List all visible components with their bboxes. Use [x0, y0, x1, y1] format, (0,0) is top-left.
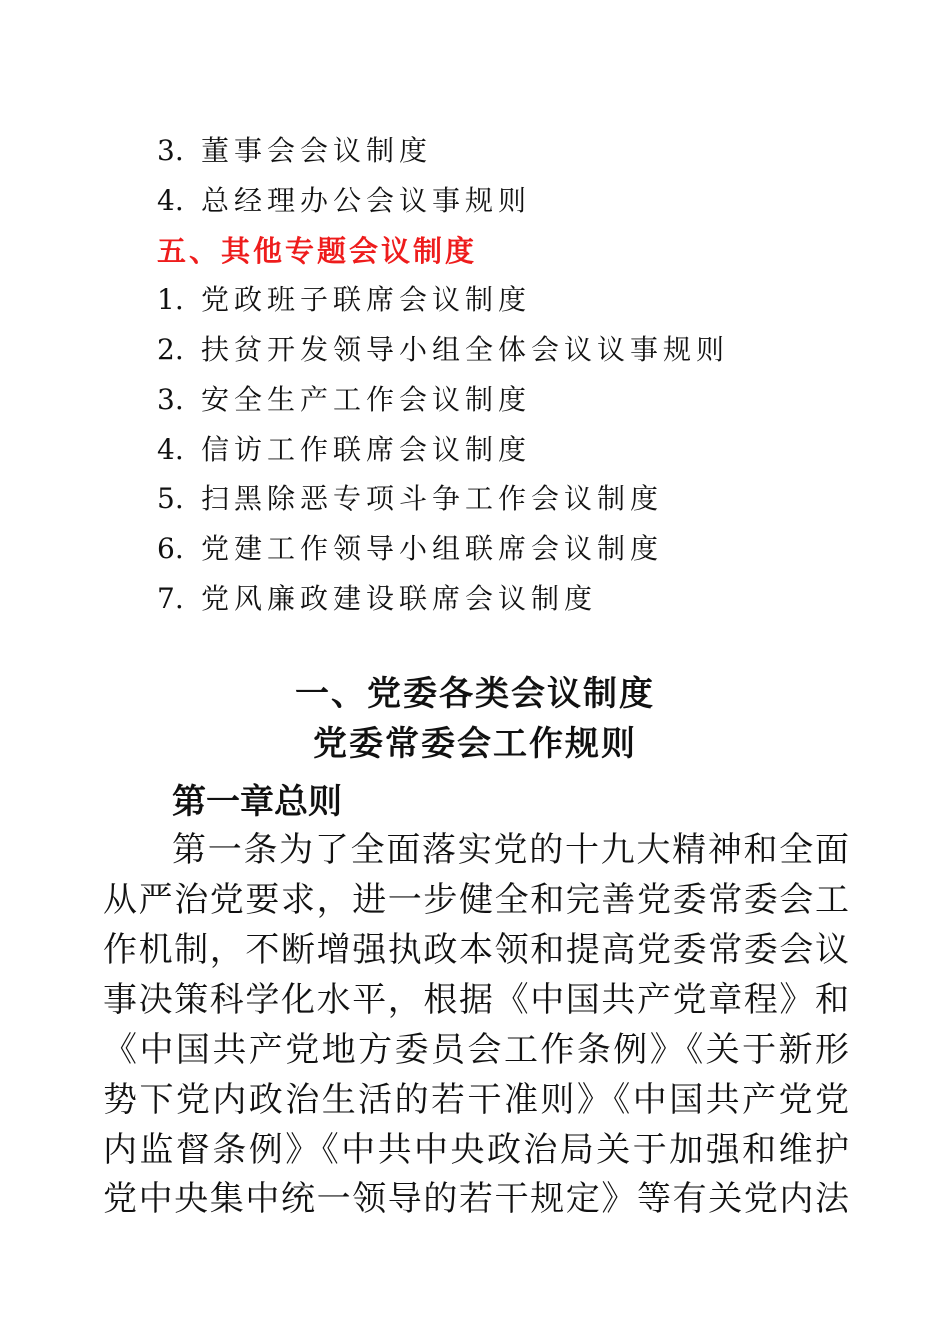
main-heading: 一、党委各类会议制度 [295, 674, 655, 714]
toc-item-number: 6. [157, 532, 184, 565]
chapter-heading: 第一章总则 [172, 782, 342, 822]
toc-item [157, 482, 663, 516]
toc-item [157, 333, 729, 367]
toc-item-text: 总经理办公会议事规则 [201, 184, 532, 217]
toc-item-text: 扫黑除恶专项斗争工作会议制度 [201, 482, 664, 515]
body-line: 《中国共产党地方委员会工作条例》《关于新形 [103, 1030, 849, 1070]
toc-item-text: 信访工作联席会议制度 [201, 433, 532, 466]
toc-item-text: 党风廉政建设联席会议制度 [201, 582, 598, 615]
toc-item [157, 532, 663, 566]
toc-item-text: 董事会会议制度 [201, 134, 433, 167]
toc-item-number: 1. [157, 283, 184, 316]
body-line: 从严治党要求，进一步健全和完善党委常委会工 [103, 880, 849, 920]
body-line: 党中央集中统一领导的若干规定》等有关党内法 [103, 1179, 849, 1219]
body-line: 第一条为了全面落实党的十九大精神和全面 [172, 830, 849, 870]
toc-item-number: 4. [157, 433, 184, 466]
toc-item-text: 安全生产工作会议制度 [201, 383, 532, 416]
toc-item [157, 582, 597, 616]
toc-item-text: 党政班子联席会议制度 [201, 283, 532, 316]
toc-item-number: 3. [157, 383, 184, 416]
toc-item-number: 3. [157, 134, 184, 167]
toc-item-text: 党建工作领导小组联席会议制度 [201, 532, 664, 565]
toc-item [157, 283, 531, 317]
sub-heading: 党委常委会工作规则 [313, 724, 637, 764]
body-line: 内监督条例》《中共中央政治局关于加强和维护 [103, 1130, 849, 1170]
body-line: 势下党内政治生活的若干准则》《中国共产党党 [103, 1080, 849, 1120]
section-heading: 五、其他专题会议制度 [157, 234, 478, 268]
body-line: 事决策科学化水平，根据《中国共产党章程》和 [103, 980, 849, 1020]
toc-item-number: 7. [157, 582, 184, 615]
body-line: 作机制，不断增强执政本领和提高党委常委会议 [103, 930, 849, 970]
toc-item-number: 5. [157, 482, 184, 515]
toc-item-text: 扶贫开发领导小组全体会议议事规则 [201, 333, 730, 366]
toc-item-number: 4. [157, 184, 184, 217]
toc-item [157, 184, 531, 218]
toc-item [157, 383, 531, 417]
toc-item-number: 2. [157, 333, 184, 366]
toc-item [157, 433, 531, 467]
toc-item [157, 134, 432, 168]
